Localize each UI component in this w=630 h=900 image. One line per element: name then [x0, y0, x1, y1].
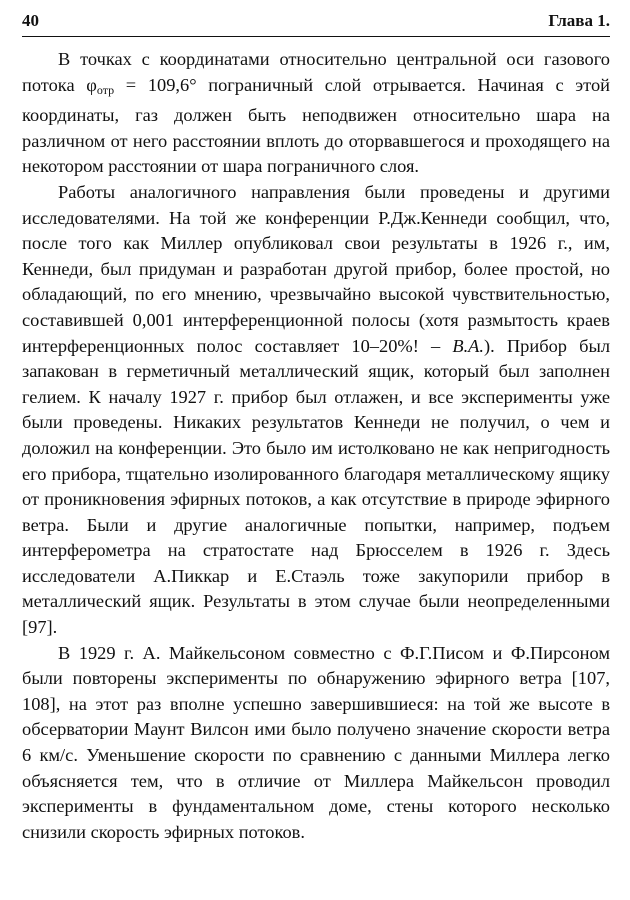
paragraph-1-text-a: В точках с координатами относительно центральной оси газового потока φ	[22, 49, 610, 95]
body-text	[22, 47, 610, 845]
paragraph-1	[22, 47, 610, 180]
paragraph-1-text-b: = 109,6° пограничный слой отрывается. Начиная с этой координаты, газ должен быть неподвижен относительно шара на различном от него расстоянии вплоть до оторвавшегося и проходящего на некотором расстоянии от шара пограничного слоя.	[22, 74, 610, 177]
running-header	[22, 10, 610, 37]
book-page	[22, 10, 610, 845]
page-number: 40	[22, 11, 39, 30]
chapter-title: Глава 1.	[548, 11, 610, 30]
phi-subscript: отр	[96, 82, 115, 97]
paragraph-2	[22, 180, 610, 641]
author-initials: В.А.	[452, 335, 485, 356]
paragraph-2-text-a: Работы аналогичного направления были проведены и другими исследователями. На той же конференции Р.Дж.Кеннеди сообщил, что, после того как Миллер опубликовал свои результаты в 1926 г., им, Кеннеди, был придуман и разработан другой прибор, более простой, но обладающий, по его мнению, чрезвычайно высокой чувствительностью, составившей 0,001 интерференционной полосы (хотя размытость краев интерференционных полос составляет 10–20%! –	[22, 181, 610, 356]
paragraph-2-text-b: ). Прибор был запакован в герметичный металлический ящик, который был заполнен гелием. К началу 1927 г. прибор был отлажен, и все эксперименты уже были проведены. Никаких результатов Кеннеди не получил, о чем и доложил на конференции. Это было им истолковано не как непригодность его прибора, тщательно изолированного благодаря металлическому ящику от проникновения эфирных потоков, а как отсутствие в природе эфирного ветра. Были и другие аналогичные попытки, например, подъем интерферометра на стратостате над Брюсселем в 1926 г. Здесь исследователи А.Пиккар и Е.Стаэль тоже закупорили прибор в металлический ящик. Результаты в этом случае были неопределенными [97].	[22, 335, 611, 638]
paragraph-3: В 1929 г. А. Майкельсоном совместно с Ф.Г.Писом и Ф.Пирсоном были повторены эксперименты по обнаружению эфирного ветра [107, 108], на этот раз вполне успешно завершившиеся: на той же высоте в обсерватории Маунт Вилсон ими было получено значение скорости ветра 6 км/с. Уменьшение скорости по сравнению с данными Миллера легко объясняется тем, что в отличие от Миллера Майкельсон проводил эксперименты в фундаментальном доме, стены которого несколько снизили скорость эфирных потоков.	[22, 642, 610, 842]
